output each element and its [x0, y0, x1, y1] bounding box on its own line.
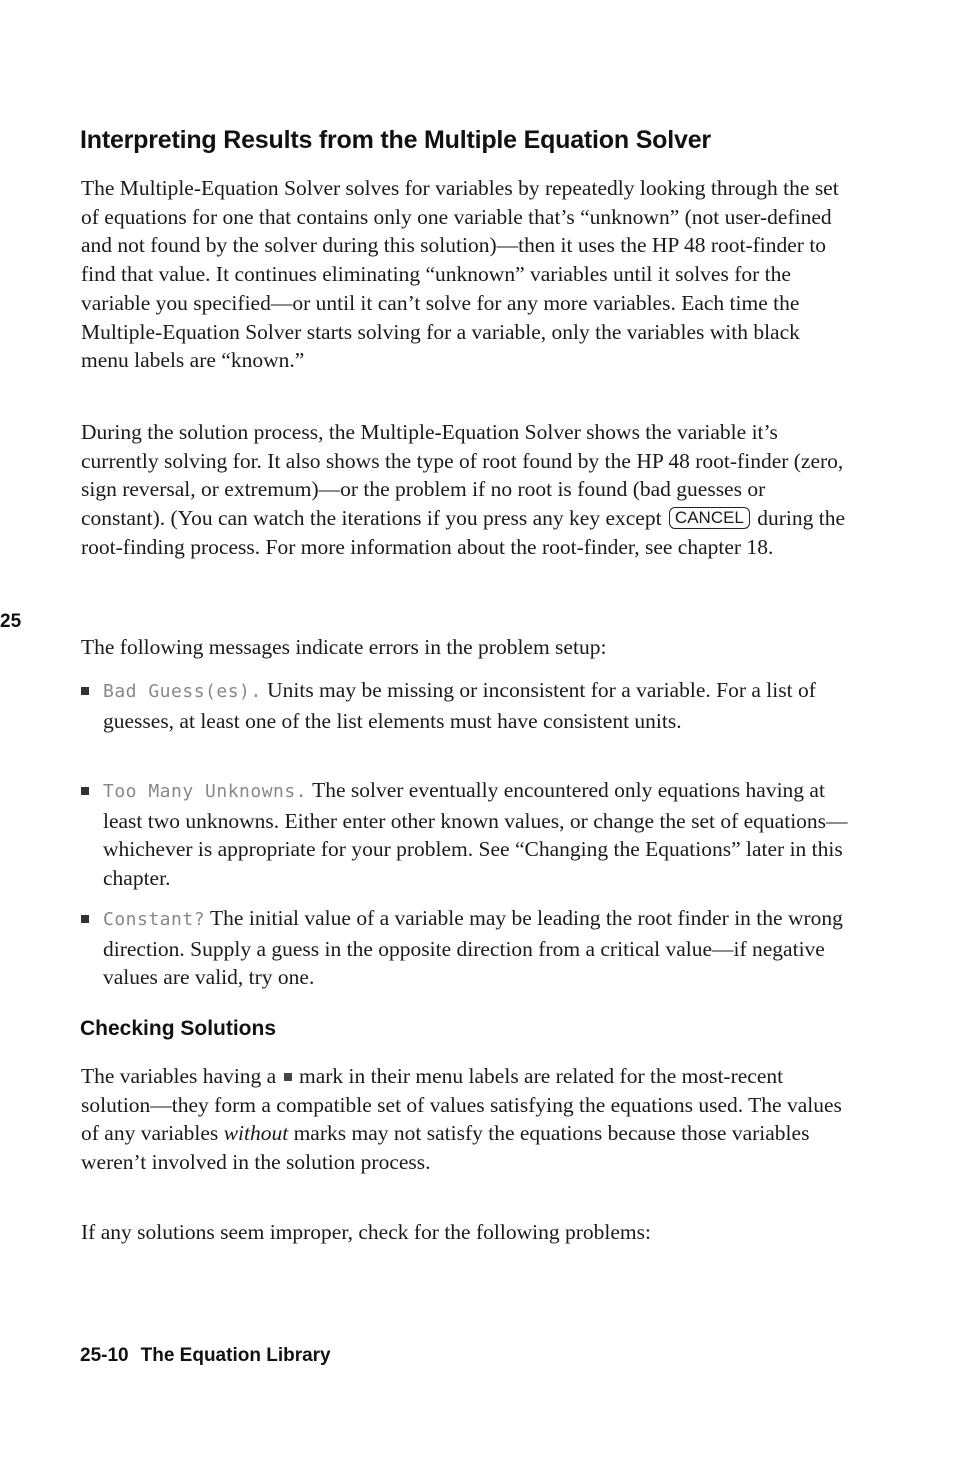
calculator-message: Too Many Unknowns. [103, 781, 308, 802]
page-number: 25-10 [80, 1345, 129, 1366]
bullet-icon [81, 787, 89, 795]
bullet-icon [81, 915, 89, 923]
checking-paragraph [81, 1062, 851, 1177]
bullet-icon [81, 687, 89, 695]
paragraph-text: The variables having a [81, 1064, 277, 1088]
page-footer [80, 1345, 331, 1367]
cancel-key: CANCEL [669, 507, 750, 529]
message-description: Units may be missing or inconsistent for a variable. For a list of guesses, at least one of the list elements must have consistent units. [103, 678, 816, 733]
calculator-message: Constant? [103, 909, 206, 930]
chapter-title: The Equation Library [140, 1345, 331, 1366]
paragraph-text: marks may not satisfy the equations because those variables weren’t involved in the solution process. [81, 1121, 810, 1175]
paragraph-text: During the solution process, the Multiple-Equation Solver shows the variable it’s currently solving for. It also shows the type of root found by the HP 48 root-finder (zero, sign reversal, or extremum)—or the problem if no root is found (bad guesses or constant). (You can watch the iterations if you press any key except [81, 420, 844, 531]
chapter-tab: 25 [0, 611, 22, 632]
solution-process-paragraph [81, 418, 851, 562]
message-description: The initial value of a variable may be leading the root finder in the wrong direction. Supply a guess in the opposite direction from a critical value—if negative values are valid, try one. [103, 906, 843, 990]
subsection-heading: Checking Solutions [80, 1017, 277, 1040]
solved-mark-icon [284, 1073, 292, 1081]
error-messages-intro: The following messages indicate errors in the problem setup: [81, 635, 607, 659]
message-description: The solver eventually encountered only equations having at least two unknowns. Either enter other known values, or change the set of equations—whichever is appropriate for your problem. See “Changing the Equations” later in this chapter. [103, 778, 848, 891]
calculator-message: Bad Guess(es). [103, 681, 262, 702]
problems-intro-paragraph: If any solutions seem improper, check for the following problems: [81, 1220, 651, 1244]
paragraph-text: mark in their menu labels are related for the most-recent solution—they form a compatible set of values satisfying the equations used. The values of any variables [81, 1064, 842, 1146]
intro-paragraph: The Multiple-Equation Solver solves for variables by repeatedly looking through the set of equations for one that contains only one variable that’s “unknown” (not user-defined and not found by the solver during this solution)—then it uses the HP 48 root-finder to find that value. It continues eliminating “unknown” variables until it solves for the variable you specified—or until it can’t solve for any more variables. Each time the Multiple-Equation Solver starts solving for a variable, only the variables with black menu labels are “known.” [81, 176, 839, 373]
section-heading: Interpreting Results from the Multiple Equation Solver [80, 126, 711, 154]
emphasis-text: without [223, 1121, 289, 1146]
paragraph-text: during the root-finding process. For more information about the root-finder, see chapter 18. [81, 506, 846, 559]
